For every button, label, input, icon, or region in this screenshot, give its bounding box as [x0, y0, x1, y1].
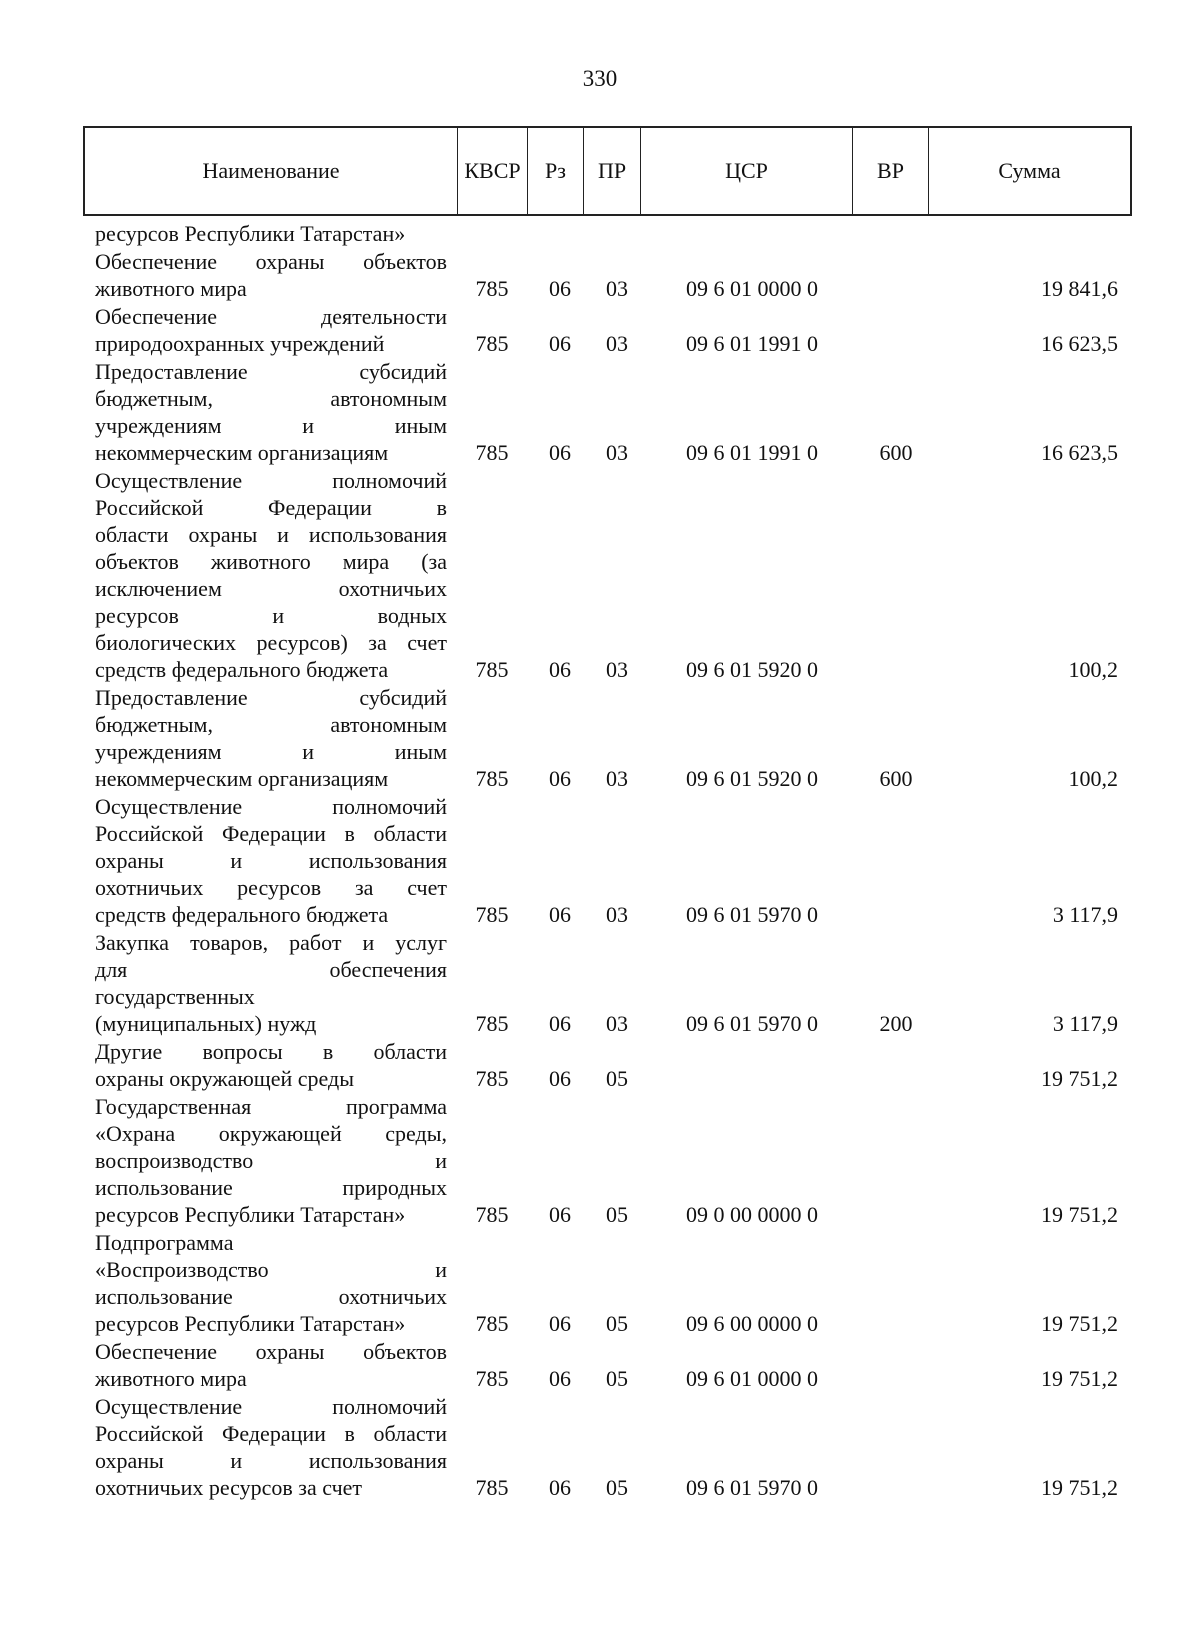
row-pr: 03 — [606, 1011, 628, 1036]
row-sum: 19 841,6 — [1041, 276, 1118, 301]
row-name-line: ресурсов Республики Татарстан» — [95, 1311, 406, 1336]
row-name-line: исключением охотничьих — [95, 576, 447, 601]
row-name-line: воспроизводство и — [95, 1148, 447, 1173]
row-sum: 100,2 — [1068, 766, 1118, 791]
row-kvsr: 785 — [475, 331, 509, 356]
row-pr: 05 — [606, 1366, 628, 1391]
row-name — [95, 220, 447, 247]
row-rz: 06 — [549, 331, 571, 356]
row-name-line: некоммерческим организациям — [95, 766, 389, 791]
row-rz: 06 — [549, 1066, 571, 1091]
row-csr: 09 6 01 0000 0 — [686, 1366, 818, 1391]
row-name — [95, 1038, 447, 1092]
row-name-line: Другие вопросы в области — [95, 1039, 447, 1064]
row-sum: 19 751,2 — [1041, 1366, 1118, 1391]
row-name-line: «Воспроизводство и — [95, 1257, 447, 1282]
row-sum: 16 623,5 — [1041, 331, 1118, 356]
row-name-line: Российской Федерации в области — [95, 821, 447, 846]
header-csr: ЦСР — [641, 128, 853, 214]
row-sum: 3 117,9 — [1052, 1011, 1118, 1036]
row-kvsr: 785 — [475, 1311, 509, 1336]
row-kvsr: 785 — [475, 657, 509, 682]
row-name-line: природоохранных учреждений — [95, 331, 385, 356]
row-pr: 05 — [606, 1311, 628, 1336]
row-pr: 05 — [606, 1202, 628, 1227]
row-pr: 05 — [606, 1475, 628, 1500]
row-name — [95, 467, 447, 683]
row-name-line: Российской Федерации в области — [95, 1421, 447, 1446]
header-name: Наименование — [85, 128, 458, 214]
row-csr: 09 6 01 0000 0 — [686, 276, 818, 301]
row-name — [95, 793, 447, 928]
row-name — [95, 1338, 447, 1392]
row-name-line: охраны и использования — [95, 1448, 447, 1473]
row-rz: 06 — [549, 657, 571, 682]
row-name-line: бюджетным, автономным — [95, 712, 447, 737]
row-name-line: Обеспечение охраны объектов — [95, 249, 447, 274]
row-name-line: животного мира — [95, 276, 247, 301]
row-sum: 3 117,9 — [1052, 902, 1118, 927]
row-name-line: бюджетным, автономным — [95, 386, 447, 411]
row-pr: 03 — [606, 331, 628, 356]
page-number: 330 — [582, 66, 618, 91]
row-name — [95, 248, 447, 302]
row-sum: 19 751,2 — [1041, 1311, 1118, 1336]
row-rz: 06 — [549, 1475, 571, 1500]
row-name — [95, 303, 447, 357]
row-name-line: учреждениям и иным — [95, 413, 447, 438]
row-rz: 06 — [549, 1202, 571, 1227]
row-name-line: биологических ресурсов) за счет — [95, 630, 447, 655]
row-name-line: государственных — [95, 984, 255, 1009]
row-name — [95, 1393, 447, 1501]
row-name-line: охраны и использования — [95, 848, 447, 873]
row-name-line: Осуществление полномочий — [95, 468, 447, 493]
table-header — [83, 126, 1132, 216]
row-name-line: Государственная программа — [95, 1094, 447, 1119]
row-csr: 09 6 01 5920 0 — [686, 657, 818, 682]
row-vr: 600 — [879, 440, 913, 465]
header-kvsr: КВСР — [458, 128, 528, 214]
row-name-line: «Охрана окружающей среды, — [95, 1121, 447, 1146]
row-csr: 09 0 00 0000 0 — [686, 1202, 818, 1227]
row-kvsr: 785 — [475, 276, 509, 301]
row-rz: 06 — [549, 902, 571, 927]
row-name — [95, 929, 447, 1037]
row-name-line: средств федерального бюджета — [95, 657, 389, 682]
row-name-line: Обеспечение охраны объектов — [95, 1339, 447, 1364]
header-sum: Сумма — [998, 158, 1061, 183]
row-kvsr: 785 — [475, 1066, 509, 1091]
row-name-line: охотничьих ресурсов за счет — [95, 875, 447, 900]
row-rz: 06 — [549, 766, 571, 791]
header-vr: ВР — [853, 128, 929, 214]
row-name-line: животного мира — [95, 1366, 247, 1391]
row-name — [95, 358, 447, 466]
row-kvsr: 785 — [475, 1475, 509, 1500]
row-name-line: ресурсов и водных — [95, 603, 447, 628]
row-pr: 03 — [606, 440, 628, 465]
row-pr: 03 — [606, 276, 628, 301]
header-pr: ПР — [584, 128, 641, 214]
row-name-line: Предоставление субсидий — [95, 685, 447, 710]
row-name-line: Российской Федерации в — [95, 495, 447, 520]
row-kvsr: 785 — [475, 1202, 509, 1227]
row-sum: 19 751,2 — [1041, 1066, 1118, 1091]
row-name-line: учреждениям и иным — [95, 739, 447, 764]
row-name-line: области охраны и использования — [95, 522, 447, 547]
row-name-line: Осуществление полномочий — [95, 794, 447, 819]
row-name-line: для обеспечения — [95, 957, 447, 982]
row-csr: 09 6 01 5970 0 — [686, 902, 818, 927]
row-name-line: средств федерального бюджета — [95, 902, 389, 927]
row-name-line: Предоставление субсидий — [95, 359, 447, 384]
row-name-line: некоммерческим организациям — [95, 440, 389, 465]
row-name-line: использование природных — [95, 1175, 447, 1200]
row-kvsr: 785 — [475, 902, 509, 927]
row-name-line: Обеспечение деятельности — [95, 304, 447, 329]
row-sum: 19 751,2 — [1041, 1202, 1118, 1227]
row-name-line: ресурсов Республики Татарстан» — [95, 221, 406, 246]
row-pr: 03 — [606, 766, 628, 791]
row-vr: 200 — [879, 1011, 913, 1036]
row-rz: 06 — [549, 440, 571, 465]
row-kvsr: 785 — [475, 1366, 509, 1391]
row-rz: 06 — [549, 1011, 571, 1036]
row-csr: 09 6 00 0000 0 — [686, 1311, 818, 1336]
row-rz: 06 — [549, 1311, 571, 1336]
header-rz: Рз — [528, 128, 584, 214]
row-name-line: охотничьих ресурсов за счет — [95, 1475, 363, 1500]
row-name — [95, 1229, 447, 1337]
row-sum: 19 751,2 — [1041, 1475, 1118, 1500]
row-name-line: объектов животного мира (за — [95, 549, 447, 574]
row-csr: 09 6 01 1991 0 — [686, 440, 818, 465]
row-name — [95, 1093, 447, 1228]
row-name-line: ресурсов Республики Татарстан» — [95, 1202, 406, 1227]
row-name-line: (муниципальных) нужд — [95, 1011, 317, 1036]
row-pr: 05 — [606, 1066, 628, 1091]
row-csr: 09 6 01 5970 0 — [686, 1011, 818, 1036]
row-vr: 600 — [879, 766, 913, 791]
row-kvsr: 785 — [475, 440, 509, 465]
row-name — [95, 684, 447, 792]
row-kvsr: 785 — [475, 766, 509, 791]
row-csr: 09 6 01 5970 0 — [686, 1475, 818, 1500]
row-sum: 16 623,5 — [1041, 440, 1118, 465]
row-sum: 100,2 — [1068, 657, 1118, 682]
row-name-line: Осуществление полномочий — [95, 1394, 447, 1419]
row-name-line: использование охотничьих — [95, 1284, 447, 1309]
row-rz: 06 — [549, 1366, 571, 1391]
row-name-line: Подпрограмма — [95, 1230, 234, 1255]
row-pr: 03 — [606, 657, 628, 682]
row-name-line: охраны окружающей среды — [95, 1066, 354, 1091]
row-rz: 06 — [549, 276, 571, 301]
row-csr: 09 6 01 1991 0 — [686, 331, 818, 356]
row-kvsr: 785 — [475, 1011, 509, 1036]
row-csr: 09 6 01 5920 0 — [686, 766, 818, 791]
row-name-line: Закупка товаров, работ и услуг — [95, 930, 447, 955]
row-pr: 03 — [606, 902, 628, 927]
